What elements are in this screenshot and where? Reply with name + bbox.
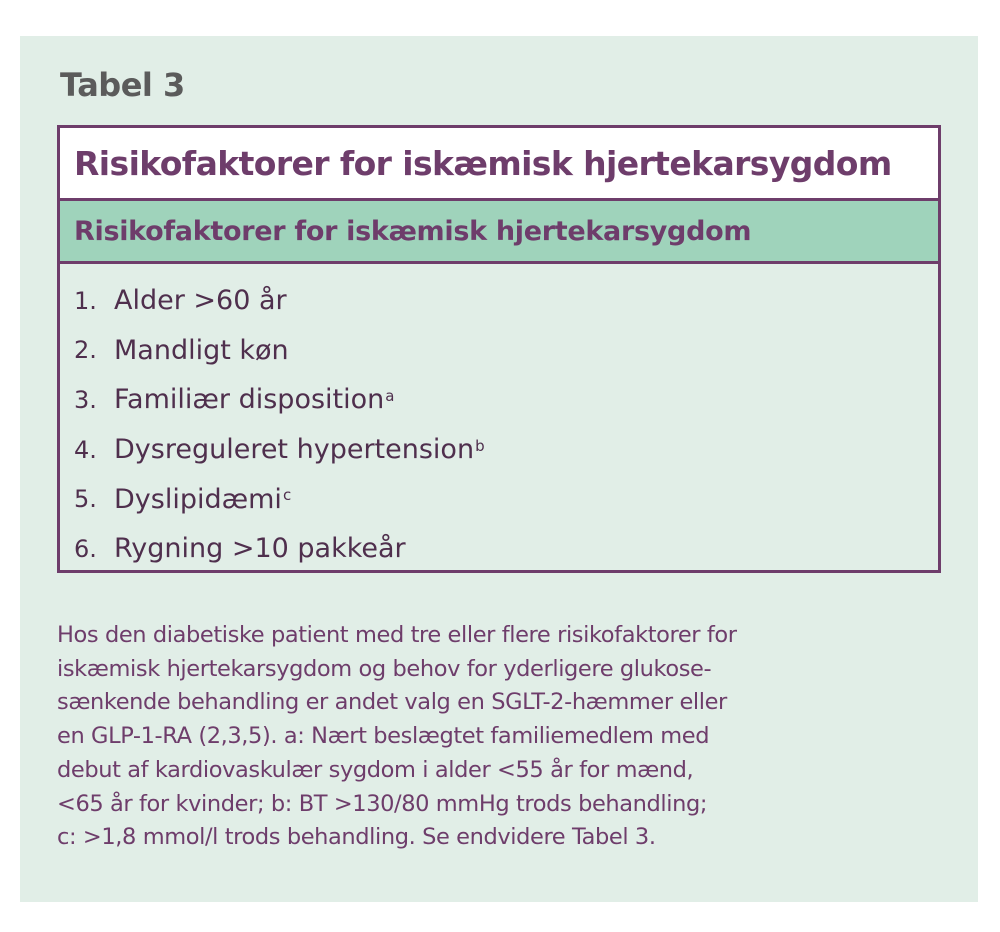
table-subheader — [60, 201, 938, 264]
item-number: 2. — [74, 336, 97, 365]
footnote-line: debut af kardiovaskulær sygdom i alder <55 år for mænd, — [57, 756, 694, 783]
item-number: 4. — [74, 435, 97, 464]
item-number: 5. — [74, 485, 97, 514]
list-item — [74, 375, 938, 425]
footnote-line: c: >1,8 mmol/l trods behandling. Se endvidere Tabel 3. — [57, 824, 656, 851]
list-item — [74, 474, 938, 524]
panel-title: Tabel 3 — [60, 66, 185, 104]
item-text: Alder >60 år — [114, 285, 287, 317]
risk-factor-list — [60, 264, 938, 574]
list-item — [74, 326, 938, 376]
item-text: Dyslipidæmi — [114, 483, 282, 515]
footnote-line: <65 år for kvinder; b: BT >130/80 mmHg trods behandling; — [57, 790, 708, 817]
footnote-line: Hos den diabetiske patient med tre eller flere risikofaktorer for — [57, 622, 737, 648]
footnote-marker: b — [475, 436, 485, 455]
footnote-line: iskæmisk hjertekarsygdom og behov for yderligere glukose- — [57, 655, 712, 682]
table-subheader-title: Risikofaktorer for iskæmisk hjertekarsygdom — [74, 215, 752, 247]
footnote-line: en GLP-1-RA (2,3,5). a: Nært beslægtet familiemedlem med — [57, 723, 710, 750]
list-item — [74, 425, 938, 475]
item-number: 1. — [74, 286, 97, 315]
table-footnote — [57, 619, 937, 855]
list-item — [74, 276, 938, 326]
table-panel — [20, 36, 978, 902]
item-text: Rygning >10 pakkeår — [114, 533, 406, 565]
item-text: Mandligt køn — [114, 334, 289, 366]
footnote-marker: a — [385, 386, 395, 405]
item-text: Familiær disposition — [114, 384, 385, 416]
item-number: 6. — [74, 534, 97, 563]
item-number: 3. — [74, 385, 97, 414]
table-header-title: Risikofaktorer for iskæmisk hjertekarsygdom — [74, 143, 892, 183]
table-header — [60, 128, 938, 201]
footnote-line: sænkende behandling er andet valg en SGLT-2-hæmmer eller — [57, 689, 727, 716]
list-item — [74, 524, 938, 574]
item-text: Dysreguleret hypertension — [114, 434, 475, 466]
risk-factor-table — [57, 125, 941, 573]
footnote-marker: c — [282, 486, 292, 505]
